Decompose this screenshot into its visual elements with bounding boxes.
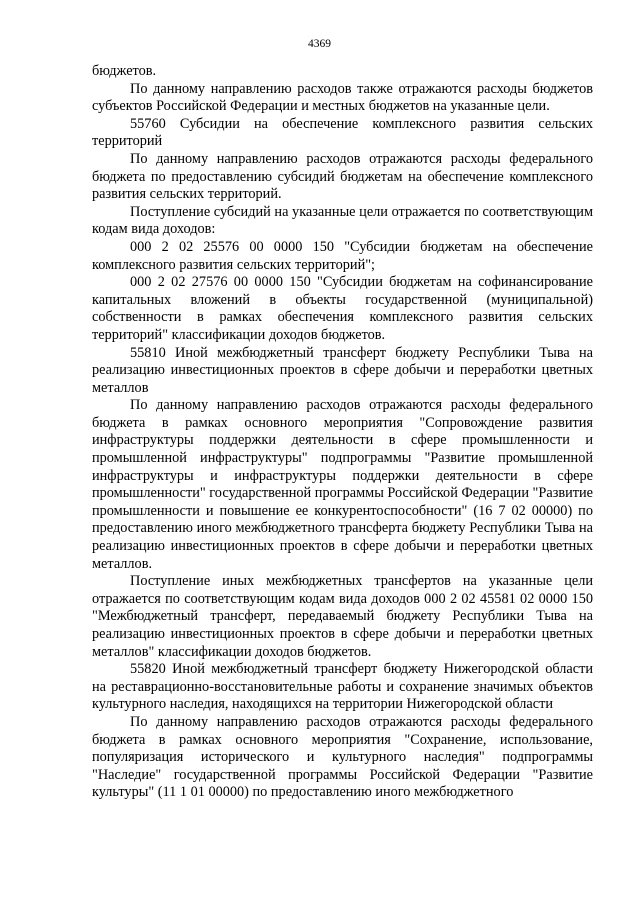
paragraph-continuation: бюджетов. [92, 63, 157, 79]
paragraph: По данному направлению расходов отражаются расходы федерального бюджета в рамках основного мероприятия "Сопровождение развития инфраструктуры поддержки деятельности в сфере промышленности и промышленной инфраструктуры" подпрограммы "Развитие промышленной инфраструктуры и инфраструктуры поддержки деятельности в сфере промышленности" государственной программы Российской Федерации "Развитие промышленности и повышение ее конкурентоспособности" (16 7 02 00000) по предоставлению иного межбюджетного трансферта бюджету Республики Тыва на реализацию инвестиционных проектов в сфере добычи и переработки цветных металлов. [92, 397, 593, 572]
paragraph: Поступление субсидий на указанные цели отражается по соответствующим кодам вида доходов: [92, 203, 593, 238]
section-heading-55810: 55810 Иной межбюджетный трансферт бюджету Республики Тыва на реализацию инвестиционных проектов в сфере добычи и переработки цветных металлов [92, 344, 593, 396]
paragraph: По данному направлению расходов отражаются расходы федерального бюджета в рамках основного мероприятия "Сохранение, использование, популяризация исторического и культурного наследия" подпрограммы "Наследие" государственной программы Российской Федерации "Развитие культуры" (11 1 01 00000) по предоставлению иного межбюджетного [92, 713, 593, 801]
paragraph: Поступление иных межбюджетных трансфертов на указанные цели отражается по соответствующим кодам вида доходов 000 2 02 45581 02 0000 150 "Межбюджетный трансферт, передаваемый бюджету Республики Тыва на реализацию инвестиционных проектов в сфере добычи и переработки цветных металлов" классификации доходов бюджетов. [92, 573, 593, 660]
page-number: 4369 [308, 38, 331, 50]
income-code-item: 000 2 02 27576 00 0000 150 "Субсидии бюджетам на софинансирование капитальных вложений в объекты государственной (муниципальной) собственности в рамках обеспечения комплексного развития сельских территорий" классификации доходов бюджетов. [92, 274, 593, 343]
section-heading-55820: 55820 Иной межбюджетный трансферт бюджету Нижегородской области на реставрационно-восстановительные работы и сохранение значимых объектов культурного наследия, находящихся на территории Нижегородской области [92, 661, 593, 713]
section-heading-55760: 55760 Субсидии на обеспечение комплексного развития сельских территорий [92, 115, 593, 150]
document-body [92, 63, 593, 802]
paragraph: По данному направлению расходов отражаются расходы федерального бюджета по предоставлению субсидий бюджетам на обеспечение комплексного развития сельских территорий. [92, 150, 593, 203]
paragraph: По данному направлению расходов также отражаются расходы бюджетов субъектов Российской Федерации и местных бюджетов на указанные цели. [92, 80, 593, 115]
income-code-item: 000 2 02 25576 00 0000 150 "Субсидии бюджетам на обеспечение комплексного развития сельских территорий"; [92, 238, 593, 273]
